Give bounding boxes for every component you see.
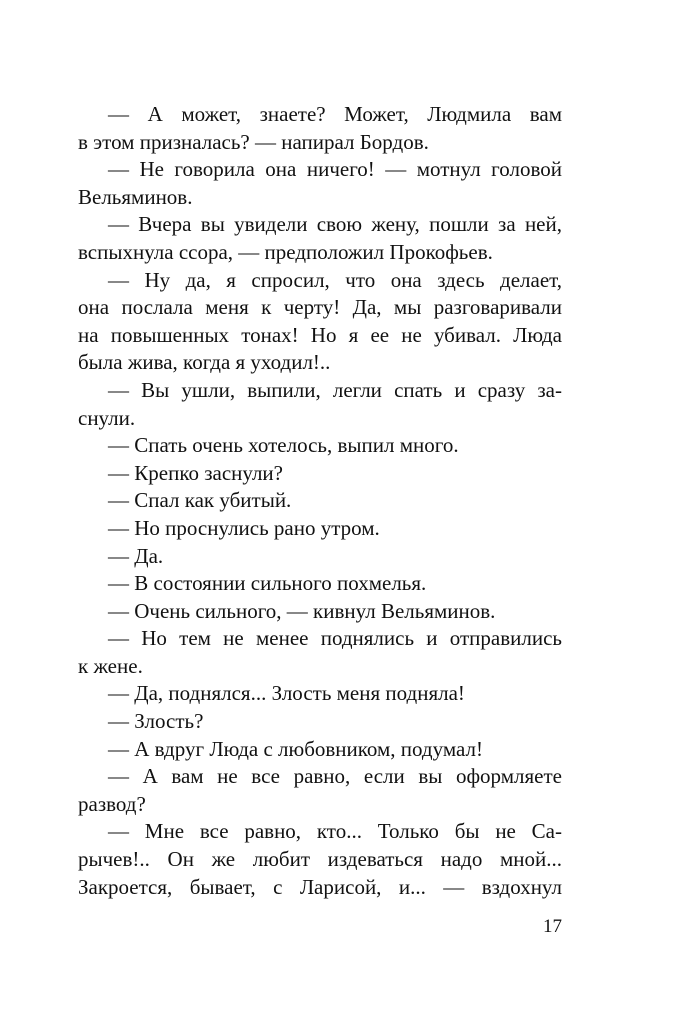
text-line: — А может, знаете? Может, Людмила вам [108,102,562,126]
text-line: она послала меня к черту! Да, мы разговаривали [78,295,562,320]
paragraph [78,763,562,818]
paragraph [78,101,562,156]
text-line: — Вы ушли, выпили, легли спать и сразу за- [108,377,562,402]
text-line: — Злость? [108,709,204,734]
text-line: к жене. [78,653,143,678]
text-line: — Не говорила она ничего! — мотнул головой [108,157,562,182]
text-line: — Ну да, я спросил, что она здесь делает, [108,267,562,292]
paragraph [78,211,562,266]
text-line: — Мне все равно, кто... Только бы не Са- [108,819,562,844]
text-line: — Спал как убитый. [108,488,292,513]
text-line: — Да, поднялся... Злость меня подняла! [108,681,465,706]
paragraph [78,377,562,432]
text-line: Закроется, бывает, с Ларисой, и... — вздохнул [78,874,562,899]
paragraph [78,460,562,488]
paragraph [78,736,562,764]
text-line: вспыхнула ссора, — предположил Прокофьев. [78,239,493,264]
text-line: — В состоянии сильного похмелья. [108,571,427,596]
text-line: — Спать очень хотелось, выпил много. [108,433,459,458]
text-line: — А вдруг Люда с любовником, подумал! [108,736,483,761]
paragraph [78,625,562,680]
text-line: развод? [78,791,146,816]
paragraph [78,267,562,377]
page-text [78,101,562,901]
paragraph [78,156,562,211]
text-line: — Да. [108,543,164,568]
paragraph [78,598,562,626]
paragraph [78,543,562,571]
text-line: — Но тем не менее поднялись и отправились [108,626,562,651]
text-line: — Но проснулись рано утром. [108,515,380,540]
paragraph [78,432,562,460]
text-line: Вельяминов. [78,184,193,209]
paragraph [78,818,562,901]
paragraph [78,570,562,598]
text-line: — Вчера вы увидели свою жену, пошли за ней, [108,212,562,237]
paragraph [78,487,562,515]
text-line: была жива, когда я уходил!.. [78,350,331,375]
text-line: — Очень сильного, — кивнул Вельяминов. [108,598,496,623]
text-line: снули. [78,405,136,430]
text-line: — Крепко заснули? [108,460,283,485]
page-number: 17 [543,916,562,937]
paragraph [78,708,562,736]
paragraph [78,680,562,708]
paragraph [78,515,562,543]
text-line: в этом призналась? — напирал Бордов. [78,129,429,154]
text-line: на повышенных тонах! Но я ее не убивал. Люда [78,322,562,347]
text-line: — А вам не все равно, если вы оформляете [108,764,562,789]
text-line: рычев!.. Он же любит издеваться надо мной... [78,847,562,872]
